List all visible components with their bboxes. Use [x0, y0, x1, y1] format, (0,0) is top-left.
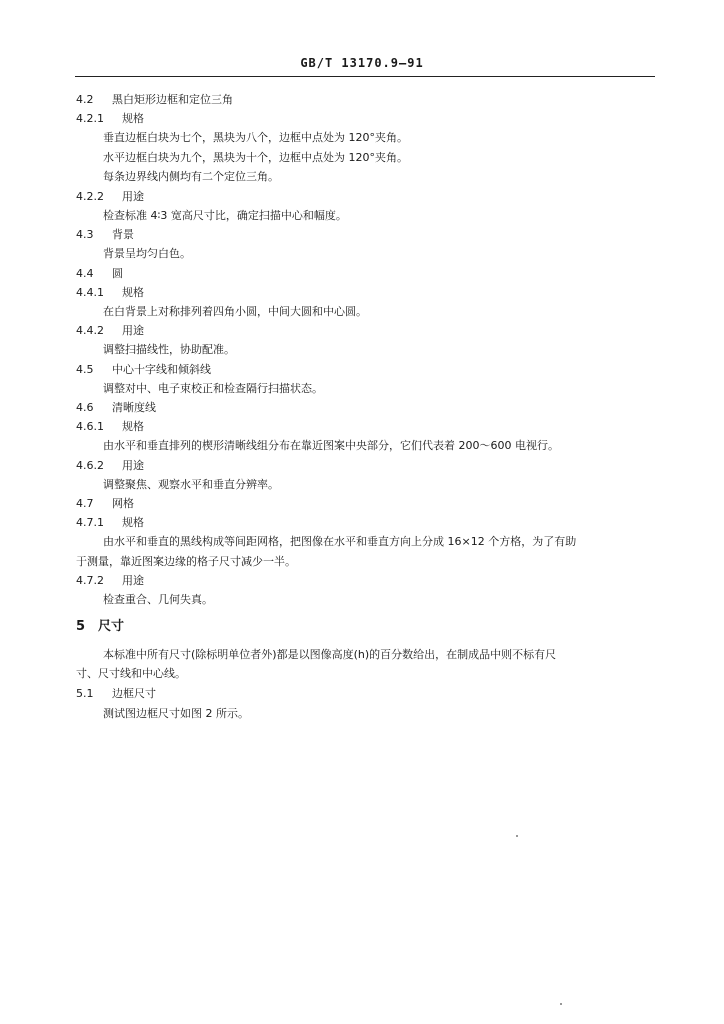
header-rule	[75, 76, 655, 77]
heading-4-4	[76, 267, 123, 281]
heading-title: 用途	[122, 459, 144, 472]
heading-number: 4.7	[76, 497, 94, 510]
heading-4-6-1	[76, 420, 144, 434]
scan-speck	[516, 835, 518, 837]
heading-title: 背景	[112, 228, 134, 241]
paragraph-4-2-1-a: 垂直边框白块为七个，黑块为八个，边框中点处为 120°夹角。	[103, 131, 408, 144]
heading-4-3	[76, 228, 134, 242]
paragraph-4-7-2: 检查重合、几何失真。	[103, 593, 213, 606]
heading-number: 4.4.1	[76, 286, 104, 299]
paragraph-4-3: 背景呈均匀白色。	[103, 247, 191, 260]
heading-title: 中心十字线和倾斜线	[112, 363, 211, 376]
heading-title: 清晰度线	[112, 401, 156, 414]
heading-title: 用途	[122, 190, 144, 203]
heading-number: 4.4	[76, 267, 94, 280]
heading-title: 规格	[122, 516, 144, 529]
heading-title: 用途	[122, 324, 144, 337]
heading-5	[76, 620, 124, 634]
heading-4-7	[76, 497, 134, 511]
heading-number: 4.7.1	[76, 516, 104, 529]
heading-number: 4.2	[76, 93, 94, 106]
document-code-header: GB/T 13170.9—91	[300, 56, 424, 70]
heading-number: 4.5	[76, 363, 94, 376]
heading-4-2	[76, 93, 233, 107]
heading-4-4-2	[76, 324, 144, 338]
scan-speck	[560, 1003, 562, 1005]
paragraph-4-2-1-c: 每条边界线内侧均有二个定位三角。	[103, 170, 279, 183]
paragraph-4-7-1-a: 由水平和垂直的黑线构成等间距网格，把图像在水平和垂直方向上分成 16×12 个方格，为了有助	[103, 535, 577, 548]
heading-number: 4.4.2	[76, 324, 104, 337]
heading-number: 5	[76, 619, 86, 634]
heading-number: 4.6.1	[76, 420, 104, 433]
heading-title: 规格	[122, 286, 144, 299]
paragraph-4-6-2: 调整聚焦、观察水平和垂直分辨率。	[103, 478, 279, 491]
heading-5-1	[76, 687, 156, 701]
paragraph-4-5: 调整对中、电子束校正和检查隔行扫描状态。	[103, 382, 323, 395]
heading-4-6	[76, 401, 156, 415]
heading-number: 4.6.2	[76, 459, 104, 472]
heading-4-2-1	[76, 112, 144, 126]
heading-4-5	[76, 363, 211, 377]
paragraph-5-b: 寸、尺寸线和中心线。	[76, 667, 186, 680]
heading-title: 圆	[112, 267, 123, 280]
heading-4-7-2	[76, 574, 144, 588]
heading-4-4-1	[76, 286, 144, 300]
paragraph-4-2-2: 检查标准 4∶3 宽高尺寸比，确定扫描中心和幅度。	[103, 209, 347, 222]
heading-number: 4.3	[76, 228, 94, 241]
heading-4-7-1	[76, 516, 144, 530]
heading-number: 5.1	[76, 687, 94, 700]
heading-title: 规格	[122, 420, 144, 433]
heading-number: 4.2.1	[76, 112, 104, 125]
heading-title: 边框尺寸	[112, 687, 156, 700]
paragraph-4-2-1-b: 水平边框白块为九个，黑块为十个，边框中点处为 120°夹角。	[103, 151, 408, 164]
paragraph-4-6-1: 由水平和垂直排列的楔形清晰线组分布在靠近图案中央部分，它们代表着 200～600 电视行。	[103, 439, 559, 452]
heading-title: 用途	[122, 574, 144, 587]
heading-number: 4.2.2	[76, 190, 104, 203]
heading-title: 网格	[112, 497, 134, 510]
heading-4-6-2	[76, 459, 144, 473]
heading-title: 黑白矩形边框和定位三角	[112, 93, 233, 106]
paragraph-4-7-1-b: 于测量，靠近图案边缘的格子尺寸减少一半。	[76, 555, 296, 568]
paragraph-5-1: 测试图边框尺寸如图 2 所示。	[103, 707, 249, 720]
heading-number: 4.7.2	[76, 574, 104, 587]
heading-4-2-2	[76, 190, 144, 204]
heading-title: 尺寸	[98, 619, 125, 634]
paragraph-4-4-1: 在白背景上对称排列着四角小圆，中间大圆和中心圆。	[103, 305, 367, 318]
heading-title: 规格	[122, 112, 144, 125]
paragraph-4-4-2: 调整扫描线性，协助配准。	[103, 343, 235, 356]
heading-number: 4.6	[76, 401, 94, 414]
paragraph-5-a: 本标准中所有尺寸(除标明单位者外)都是以图像高度(h)的百分数给出，在制成品中则不标有尺	[103, 648, 557, 661]
